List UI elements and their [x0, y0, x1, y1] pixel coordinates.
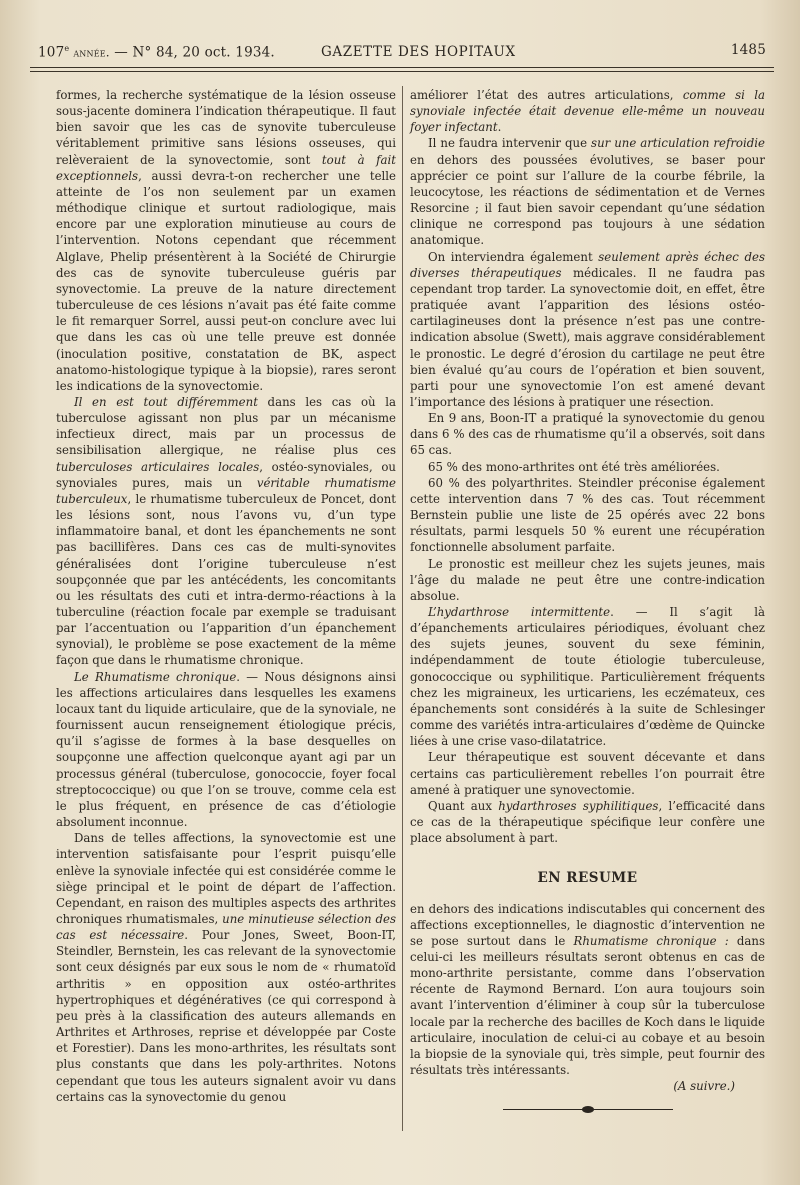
summary-heading: EN RESUME	[537, 870, 638, 887]
left-paragraph: formes, la recherche systématique de la lésion osseuse sous-jacente dominera l’indication thérapeutique. Il faut bien savoir que les cas de synovite tuberculeuse véritablement primitive sans lésions osseuses, qui relèveraient de la synovectomie, sont tout à fait exceptionnels, aussi devra-t-on rechercher une telle atteinte de l’os non seulement par un examen méthodique clinique et surtout radiologique, mais encore par une exploration minutieuse au cours de l’intervention. Notons cependant que récemment Alglave, Phelip présentèrent à la Société de Chirurgie des cas de synovite tuberculeuse guéris par synovectomie. La preuve de la nature directement tuberculeuse de ces lésions n’avait pas été faite comme le fit remarquer Sorrel, aussi peut-on conclure avec lui que dans les cas où une telle preuve est donnée (inoculation positive, constatation de BK, aspect anatomo-histologique typique à la biopsie), rares seront les indications de la synovectomie.	[56, 88, 396, 393]
right-paragraph: Le pronostic est meilleur chez les sujets jeunes, mais l’âge du malade ne peut être une contre-indication absolue.	[410, 556, 765, 603]
left-paragraph: Le Rhumatisme chronique. — Nous désignons ainsi les affections articulaires dans lesquelles les examens locaux tant du liquide articulaire, que de la synoviale, ne fournissent aucun renseignement étiologique précis, qu’il s’agisse de formes à la base desquelles on soupçonne une affection quelconque ayant agi par un processus général (tuberculose, gonococcie, foyer focal streptococcique) ou que l’on se trouve, comme cela est le plus fréquent, en présence de cas d’étiologie absolument inconnue.	[56, 669, 396, 830]
right-paragraph: Quant aux hydarthroses syphilitiques, l’efficacité dans ce cas de la thérapeutique spécifique leur confère une place absolument à part.	[410, 798, 765, 846]
header-rule	[30, 67, 774, 68]
left-paragraph: Il en est tout différemment dans les cas où la tuberculose agissant non plus par un mécanisme infectieux direct, mais par un processus de sensibilisation allergique, ne réalise plus ces tuberculoses articulaires locales, ostéo-synoviales, ou synoviales pures, mais un véritable rhumatisme tuberculeux, le rhumatisme tuberculeux de Poncet, dont les lésions sont, nous l’avons vu, d’un type inflammatoire banal, et dont les épanchements ne sont pas bacillifères. Dans ces cas de multi-synovites généralisées dont l’origine tuberculeuse n’est soupçonnée que par les antécédents, les concomitants ou les résultats des cuti et intra-dermo-réactions à la tuberculine (réaction focale par exemple se traduisant par l’accentuation ou l’apparition d’un épanchement synovial), le problème se pose exactement de la même façon que dans le rhumatisme chronique.	[56, 394, 396, 668]
journal-title: GAZETTE DES HOPITAUX	[321, 44, 516, 60]
right-paragraph: L’hydarthrose intermittente. — Il s’agit là d’épanchements articulaires périodiques, évoluant chez des sujets jeunes, souvent du sexe féminin, indépendamment de toute étiologie tuberculeuse, gonococcique ou syphilitique. Particulièrement fréquents chez les migraineux, les urticariens, les eczémateux, ces épanchements sont considérés à la suite de Schlesinger comme des variétés intra-articulaires d’œdème de Quincke liées à une crise vaso-dilatatrice.	[410, 605, 765, 749]
issue-info: 107e année. — N° 84, 20 oct. 1934.	[38, 44, 275, 61]
right-column	[410, 87, 765, 1114]
running-header	[38, 40, 766, 62]
right-paragraph: On interviendra également seulement après échec des diverses thérapeutiques médicales. Il ne faudra pas cependant trop tarder. La synovectomie doit, en effet, être pratiquée avant l’apparition des lésions ostéo-cartilagineuses dont la présence n’est pas une contre-indication absolue (Swett), mais aggrave considérablement le pronostic. Le degré d’érosion du cartilage ne peut être bien évalué qu’au cours de l’opération et bien souvent, parti pour une synovectomie l’on est amené devant l’importance des lésions à pratiquer une résection.	[410, 249, 766, 409]
to-be-continued: (A suivre.)	[673, 1079, 735, 1094]
summary-paragraph: en dehors des indications indiscutables qui concernent des affections exceptionnelles, le diagnostic d’intervention ne se pose surtout dans le Rhumatisme chronique : dans celui-ci les meilleurs résultats seront obtenus en cas de mono-arthrite persistante, comme dans l’observation récente de Raymond Bernard. L’on aura toujours soin avant l’intervention d’éliminer à coup sûr la tuberculose locale par la recherche des bacilles de Koch dans le liquide articulaire, inoculation de celui-ci au cobaye et au besoin la biopsie de la synoviale qui, très simple, peut fournir des résultats très intéressants.	[410, 901, 766, 1078]
right-paragraph: 60 % des polyarthrites. Steindler préconise également cette intervention dans 7 % des cas. Tout récemment Bernstein publie une liste de 25 opérés avec 22 bons résultats, parmi lesquels 50 % eurent une récupération fonctionnelle absolument parfaite.	[410, 475, 765, 555]
right-paragraph: En 9 ans, Boon-IT a pratiqué la synovectomie du genou dans 6 % des cas de rhumatisme qu’il a observés, soit dans 65 cas.	[410, 411, 765, 458]
right-paragraph: Leur thérapeutique est souvent décevante et dans certains cas particulièrement rebelles l’on pourrait être amené à pratiquer une synovectomie.	[410, 750, 765, 797]
header-rule-double	[30, 71, 774, 72]
column-divider	[402, 86, 403, 1131]
right-paragraph: 65 % des mono-arthrites ont été très améliorées.	[428, 459, 720, 474]
left-column	[56, 87, 396, 1105]
right-paragraph: Il ne faudra intervenir que sur une articulation refroidie en dehors des poussées évolutives, se baser pour apprécier ce point sur l’allure de la courbe fébrile, la leucocytose, les réactions de sédimentation et de Vernes Resorcine ; il faut bien savoir cependant qu’une sédation clinique ne correspond pas toujours à une sédation anatomique.	[410, 136, 765, 248]
end-ornament	[503, 1106, 673, 1114]
left-paragraph: Dans de telles affections, la synovectomie est une intervention satisfaisante pour l’esprit puisqu’elle enlève la synoviale infectée qui est considérée comme le siège principal et le point de départ de l’affection. Cependant, en raison des multiples aspects des arthrites chroniques rhumatismales, une minutieuse sélection des cas est nécessaire. Pour Jones, Sweet, Boon-IT, Steindler, Bernstein, les cas relevant de la synovectomie sont ceux désignés par eux sous le nom de « rhumatoïd arthritis » en opposition aux ostéo-arthrites hypertrophiques et dégénératives (ce qui correspond à peu près à la classification des auteurs allemands en Arthrites et Arthroses, reprise et développée par Coste et Forestier). Dans les mono-arthrites, les résultats sont plus constants que dans les poly-arthrites. Notons cependant que tous les auteurs signalent avoir vu dans certains cas la synovectomie du genou	[56, 831, 396, 1104]
page-number: 1485	[730, 42, 766, 58]
right-paragraph: améliorer l’état des autres articulations, comme si la synoviale infectée était devenue elle-même un nouveau foyer infectant.	[410, 88, 765, 135]
